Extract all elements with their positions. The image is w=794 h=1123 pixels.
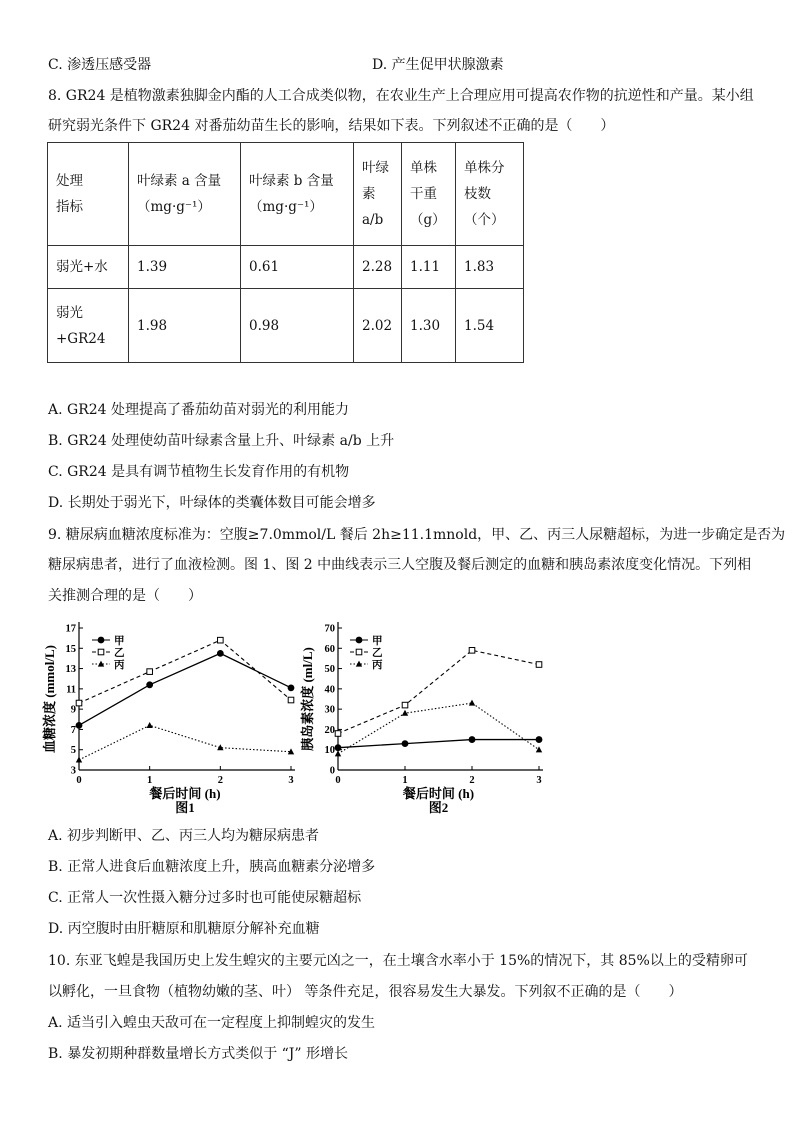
data-point [536,662,542,668]
table-cell: 1.83 [456,246,524,289]
data-point [536,736,543,743]
q9-stem-line3: 关推测合理的是（ ） [48,588,202,604]
x-tick-label: 3 [288,775,294,786]
table-cell: 弱光+水 [48,246,129,289]
series-line-1 [338,740,539,748]
data-point [536,746,542,752]
table-header-cell: 叶绿素 a 含量 （mg·g⁻¹） [129,143,241,246]
series-line-2 [338,650,539,733]
data-point [469,700,475,706]
y-tick-label: 17 [65,623,76,635]
q8-stem-line1: 8. GR24 是植物激素独脚金内酯的人工合成类似物，在农业生产上合理应用可提高农作物的抗逆性和产量。某小组 [48,88,754,104]
y-tick-label: 60 [324,643,335,655]
table-header-cell: 单株 干重 （g） [402,143,456,246]
y-tick-label: 40 [324,684,335,696]
q8-option-b: B. GR24 处理使幼苗叶绿素含量上升、叶绿素 a/b 上升 [48,433,395,449]
series-line-3 [79,725,291,759]
y-tick-label: 5 [70,745,76,757]
data-point [402,740,409,747]
data-point [335,750,341,756]
q10-option-a: A. 适当引入蝗虫天敌可在一定程度上抑制蝗灾的发生 [48,1015,376,1031]
y-tick-label: 30 [324,704,335,716]
data-point [217,650,224,657]
table-cell: 1.30 [402,289,456,363]
q8-stem-line2: 研究弱光条件下 GR24 对番茄幼苗生长的影响，结果如下表。下列叙述不正确的是（ ） [48,118,615,134]
table-row [48,289,524,363]
x-tick-label: 1 [147,775,153,786]
chart-figure1 [40,612,310,822]
table-row [48,246,524,289]
y-tick-label: 11 [66,684,76,696]
data-point [469,736,476,743]
y-tick-label: 20 [324,724,335,736]
x-tick-label: 1 [402,775,408,786]
legend-marker [98,649,104,655]
y-tick-label: 70 [324,623,335,635]
legend-label: 乙 [372,648,383,659]
legend-marker [98,637,105,644]
table-cell: 1.11 [402,246,456,289]
table-cell: 2.02 [354,289,402,363]
q9-option-c: C. 正常人一次性摄入糖分过多时也可能使尿糖超标 [48,890,362,906]
y-tick-label: 3 [70,765,76,777]
legend-marker [356,649,362,655]
legend-label: 甲 [114,636,125,647]
table-cell: 1.54 [456,289,524,363]
data-point [335,744,342,751]
x-axis-label: 餐后时间 (h) [149,786,221,801]
table-header-cell: 单株分 枝数 （个） [456,143,524,246]
y-axis-label: 胰岛素浓度 (ml/L) [300,647,315,751]
table-cell: 0.61 [241,246,354,289]
y-tick-label: 10 [324,745,335,757]
legend-marker [356,637,363,644]
y-axis-label: 血糖浓度 (mmol/L) [42,645,57,753]
legend-label: 乙 [114,648,125,659]
legend-label: 丙 [372,660,383,671]
data-point [402,702,408,708]
y-tick-label: 9 [70,704,76,716]
q9-stem-line2: 糖尿病患者，进行了血液检测。图 1、图 2 中曲线表示三人空腹及餐后测定的血糖和胰岛素浓度变化情况。下列相 [48,557,752,573]
q8-option-a: A. GR24 处理提高了番茄幼苗对弱光的利用能力 [48,402,349,418]
q10-option-b: B. 暴发初期种群数量增长方式类似于 “J” 形增长 [48,1046,349,1062]
q10-stem-line2: 以孵化，一旦食物（植物幼嫩的茎、叶） 等条件充足，很容易发生大暴发。下列叙不正确的是（ ） [48,984,683,1000]
x-tick-label: 0 [335,775,341,786]
chart-title: 图2 [428,800,449,815]
data-point [76,722,83,729]
legend-label: 甲 [372,636,383,647]
legend-label: 丙 [114,660,125,671]
table-cell: 1.98 [129,289,241,363]
data-point [146,681,153,688]
data-point [146,722,152,728]
y-tick-label: 0 [329,765,335,777]
x-axis-label: 餐后时间 (h) [402,786,475,801]
data-point [218,637,224,643]
q9-option-a: A. 初步判断甲、乙、丙三人均为糖尿病患者 [48,828,320,844]
data-point [288,684,295,691]
table-cell: 0.98 [241,289,354,363]
q9-option-d: D. 丙空腹时由肝糖原和肌糖原分解补充血糖 [48,921,320,937]
data-point [76,756,82,762]
q9-stem-line1: 9. 糖尿病血糖浓度标准为：空腹≥7.0mmol/L 餐后 2h≥11.1mnold，甲、乙、丙三人尿糖超标，为进一步确定是否为 [48,527,786,543]
x-tick-label: 2 [469,775,475,786]
x-tick-label: 3 [536,775,542,786]
q8-data-table [47,142,524,363]
table-header-cell: 叶绿素 b 含量 （mg·g⁻¹） [241,143,354,246]
q8-option-c: C. GR24 是具有调节植物生长发育作用的有机物 [48,464,350,480]
q8-option-d: D. 长期处于弱光下，叶绿体的类囊体数目可能会增多 [48,495,376,511]
data-point [288,697,294,703]
y-tick-label: 15 [65,643,76,655]
table-cell: 弱光 +GR24 [48,289,129,363]
table-cell: 2.28 [354,246,402,289]
y-tick-label: 7 [70,724,76,736]
data-point [469,648,475,654]
option-d-prev: D. 产生促甲状腺激素 [372,57,504,73]
data-point [335,731,341,737]
chart-figure2 [298,612,568,822]
table-header-cell: 处理 指标 [48,143,129,246]
data-point [147,669,153,675]
x-tick-label: 0 [76,775,82,786]
table-header-cell: 叶绿 素 a/b [354,143,402,246]
option-c-prev: C. 渗透压感受器 [48,57,152,73]
y-tick-label: 50 [324,664,335,676]
q10-stem-line1: 10. 东亚飞蝗是我国历史上发生蝗灾的主要元凶之一，在土壤含水率小于 15%的情况下，其 85%以上的受精卵可 [48,953,748,969]
chart-title: 图1 [175,800,195,815]
series-line-1 [79,653,291,725]
y-tick-label: 13 [65,664,76,676]
x-tick-label: 2 [217,775,223,786]
data-point [76,700,82,706]
table-cell: 1.39 [129,246,241,289]
q9-option-b: B. 正常人进食后血糖浓度上升，胰高血糖素分泌增多 [48,859,376,875]
